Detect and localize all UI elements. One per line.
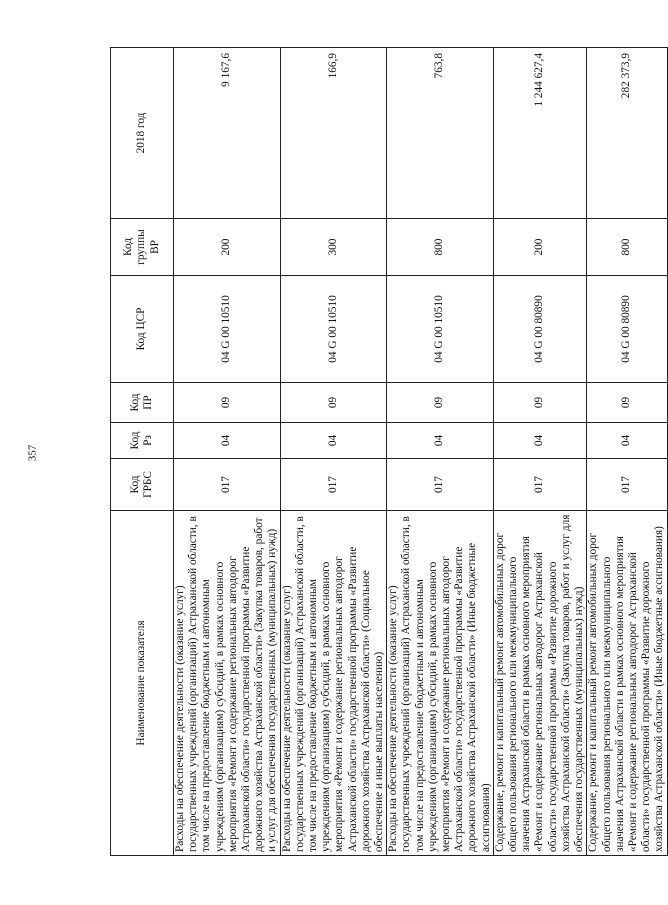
row-rz: 04 — [280, 423, 387, 459]
page-number — [20, 0, 44, 905]
row-rz: 04 — [174, 423, 281, 459]
table-header-row — [111, 48, 174, 856]
row-vr: 800 — [387, 219, 494, 276]
row-name: Расходы на обеспечение деятельности (оказание услуг) государственных учреждений (организаций) Астраханской области, в том числе на предоставление бюджетным и автономным учреждениям (организациям) субсидий, в рамках основного мероприятия «Ремонт и содержание региональных автодорог Астраханской области» государственной программы «Развитие дорожного хозяйства Астраханской области» (Социальное обеспечение и иные выплаты населению) — [280, 511, 387, 856]
row-rz: 04 — [387, 423, 494, 459]
header-rz: Код Рз — [111, 423, 174, 459]
row-pr: 09 — [387, 383, 494, 423]
row-csr: 04 G 00 80890 — [493, 276, 586, 383]
table-row — [174, 48, 281, 856]
row-vr: 300 — [280, 219, 387, 276]
row-vr: 200 — [174, 219, 281, 276]
row-pr: 09 — [280, 383, 387, 423]
row-rz: 04 — [493, 423, 586, 459]
row-pr: 09 — [493, 383, 586, 423]
header-grbs: Код ГРБС — [111, 459, 174, 511]
header-year: 2018 год — [111, 48, 174, 219]
row-name: Содержание, ремонт и капитальный ремонт автомобильных дорог общего пользования регионального или межмуниципального значения Астраханской области в рамках основного мероприятия «Ремонт и содержание региональных автодорог Астраханской области» государственной программы «Развитие дорожного хозяйства Астраханской области» (Иные бюджетные ассигнования) — [587, 511, 667, 856]
rotated-table-area — [110, 48, 666, 856]
table-row — [493, 48, 586, 856]
table-row — [280, 48, 387, 856]
row-grbs: 017 — [387, 459, 494, 511]
row-pr: 09 — [174, 383, 281, 423]
header-pr: Код ПР — [111, 383, 174, 423]
row-amount: 166,9 — [280, 48, 387, 219]
row-name: Расходы на обеспечение деятельности (оказание услуг) государственных учреждений (организаций) Астраханской области, в том числе на предоставление бюджетным и автономным учреждениям (организациям) субсидий, в рамках основного мероприятия «Ремонт и содержание региональных автодорог Астраханской области» государственной программы «Развитие дорожного хозяйства Астраханской области» (Иные бюджетные ассигнования) — [387, 511, 494, 856]
row-amount: 763,8 — [387, 48, 494, 219]
row-vr: 200 — [493, 219, 586, 276]
row-vr: 800 — [587, 219, 667, 276]
row-rz: 04 — [587, 423, 667, 459]
page-number-text: 357 — [26, 444, 38, 461]
header-name: Наименование показателя — [111, 511, 174, 856]
row-amount: 1 244 627,4 — [493, 48, 586, 219]
row-pr: 09 — [587, 383, 667, 423]
header-vr: Код группы ВР — [111, 219, 174, 276]
row-grbs: 017 — [174, 459, 281, 511]
row-amount: 9 167,6 — [174, 48, 281, 219]
row-csr: 04 G 00 80890 — [587, 276, 667, 383]
header-csr: Код ЦСР — [111, 276, 174, 383]
row-name: Содержание, ремонт и капитальный ремонт автомобильных дорог общего пользования регионального или межмуниципального значения Астраханской области в рамках основного мероприятия «Ремонт и содержание региональных автодорог Астраханской области» государственной программы «Развитие дорожного хозяйства Астраханской области» (Закупка товаров, работ и услуг для обеспечения государственных (муниципальных) нужд) — [493, 511, 586, 856]
row-amount: 282 373,9 — [587, 48, 667, 219]
row-grbs: 017 — [493, 459, 586, 511]
row-csr: 04 G 00 10510 — [174, 276, 281, 383]
row-grbs: 017 — [280, 459, 387, 511]
table-row — [587, 48, 667, 856]
row-name: Расходы на обеспечение деятельности (оказание услуг) государственных учреждений (организаций) Астраханской области, в том числе на предоставление бюджетным и автономным учреждениям (организациям) субсидий, в рамках основного мероприятия «Ремонт и содержание региональных автодорог Астраханской области» государственной программы «Развитие дорожного хозяйства Астраханской области» (Закупка товаров, работ и услуг для обеспечения государственных (муниципальных) нужд) — [174, 511, 281, 856]
row-csr: 04 G 00 10510 — [280, 276, 387, 383]
budget-table — [110, 47, 668, 856]
table-row — [387, 48, 494, 856]
row-grbs: 017 — [587, 459, 667, 511]
row-csr: 04 G 00 10510 — [387, 276, 494, 383]
